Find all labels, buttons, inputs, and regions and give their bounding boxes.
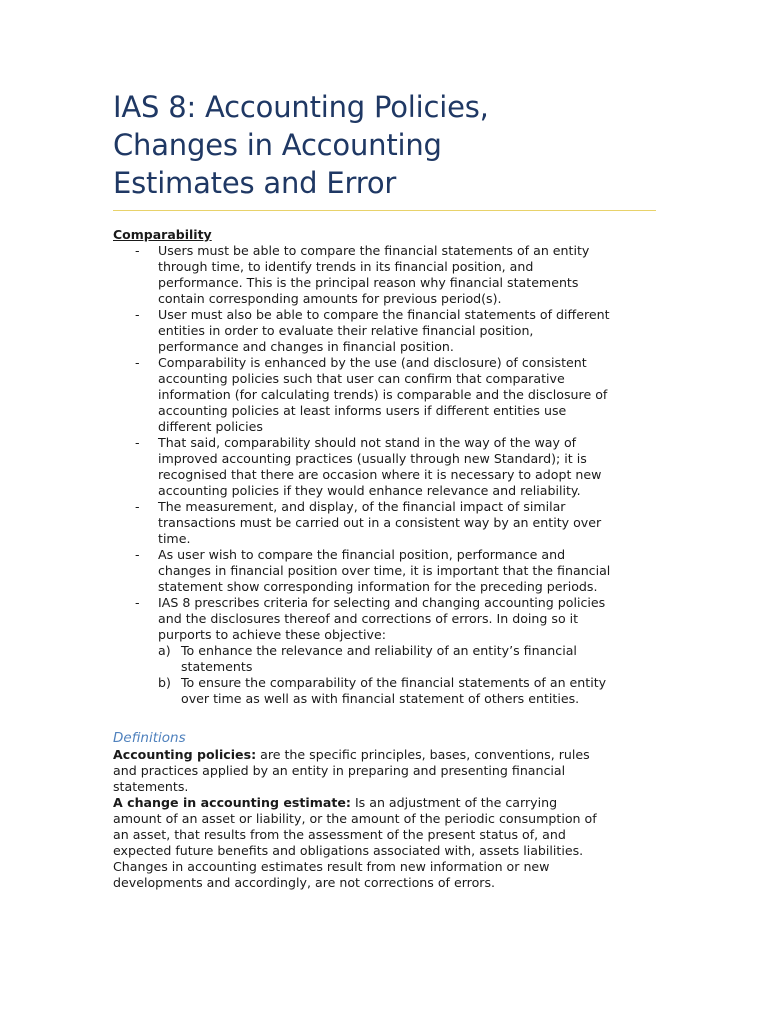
bullet-dash-marker: -: [135, 435, 140, 450]
text-line: accounting policies if they would enhance relevance and reliability.: [158, 483, 581, 498]
bullet-dash-marker: -: [135, 595, 140, 610]
text-line: entities in order to evaluate their relative financial position,: [158, 323, 534, 338]
title-underline-rule: [113, 210, 656, 211]
text-line: over time as well as with financial statement of others entities.: [181, 691, 580, 706]
document-title: [113, 88, 658, 202]
text-line: time.: [158, 531, 191, 546]
text-line: through time, to identify trends in its financial position, and: [158, 259, 534, 274]
text-line: Comparability is enhanced by the use (and disclosure) of consistent: [158, 355, 587, 370]
bullet-text: [158, 595, 658, 643]
text-line: recognised that there are occasion where it is necessary to adopt new: [158, 467, 602, 482]
bullet-text: [158, 435, 658, 499]
text-line: information (for calculating trends) is comparable and the disclosure of: [158, 387, 608, 402]
bullet-item: [113, 547, 658, 595]
text-line: Users must be able to compare the financial statements of an entity: [158, 243, 590, 258]
text-line: User must also be able to compare the financial statements of different: [158, 307, 610, 322]
title-line: IAS 8: Accounting Policies,: [113, 90, 489, 124]
sub-list-item: [158, 643, 658, 675]
definition-text-line: Changes in accounting estimates result from new information or new: [113, 859, 550, 874]
bullet-item: [113, 243, 658, 307]
definition-term: A change in accounting estimate:: [113, 795, 351, 810]
bullet-item: [113, 355, 658, 435]
bullet-text: [158, 307, 658, 355]
bullet-text: [158, 243, 658, 307]
sub-list-text: [181, 675, 658, 707]
text-line: As user wish to compare the financial position, performance and: [158, 547, 566, 562]
sub-list: [158, 643, 658, 707]
text-line: statements: [181, 659, 253, 674]
bullet-text: [158, 355, 658, 435]
bullet-dash-marker: -: [135, 307, 140, 322]
text-line: and the disclosures thereof and corrections of errors. In doing so it: [158, 611, 579, 626]
text-line: contain corresponding amounts for previous period(s).: [158, 291, 502, 306]
text-line: That said, comparability should not stand in the way of the way of: [158, 435, 577, 450]
text-line: To ensure the comparability of the financial statements of an entity: [181, 675, 607, 690]
definition-paragraph: [113, 795, 658, 891]
title-line: Changes in Accounting: [113, 128, 442, 162]
bullet-item: [113, 499, 658, 547]
definitions-block: [113, 747, 658, 891]
text-line: purports to achieve these objective:: [158, 627, 386, 642]
document-page: [113, 88, 658, 891]
title-line: Estimates and Error: [113, 166, 397, 200]
bullet-dash-marker: -: [135, 499, 140, 514]
bullet-dash-marker: -: [135, 355, 140, 370]
text-line: performance. This is the principal reason why financial statements: [158, 275, 579, 290]
text-line: transactions must be carried out in a consistent way by an entity over: [158, 515, 602, 530]
text-line: statement show corresponding information for the preceding periods.: [158, 579, 598, 594]
comparability-bullet-list: [113, 243, 658, 707]
bullet-dash-marker: -: [135, 547, 140, 562]
definitions-heading: Definitions: [113, 730, 186, 746]
bullet-dash-marker: -: [135, 243, 140, 258]
text-line: accounting policies such that user can confirm that comparative: [158, 371, 565, 386]
text-line: performance and changes in financial position.: [158, 339, 454, 354]
definition-text-line: an asset, that results from the assessment of the present status of, and: [113, 827, 566, 842]
sub-list-marker: a): [158, 643, 171, 658]
text-line: The measurement, and display, of the financial impact of similar: [158, 499, 566, 514]
definition-text-line: statements.: [113, 779, 189, 794]
section-heading-comparability: Comparability: [113, 227, 212, 242]
definition-text-line: expected future benefits and obligations associated with, assets liabilities.: [113, 843, 584, 858]
bullet-item: [113, 435, 658, 499]
sub-list-item: [158, 675, 658, 707]
bullet-item: [113, 307, 658, 355]
definition-text-line: and practices applied by an entity in preparing and presenting financial: [113, 763, 566, 778]
definition-text-line: developments and accordingly, are not corrections of errors.: [113, 875, 496, 890]
text-line: IAS 8 prescribes criteria for selecting and changing accounting policies: [158, 595, 606, 610]
definition-term: Accounting policies:: [113, 747, 257, 762]
bullet-item: [113, 595, 658, 707]
sub-list-text: [181, 643, 658, 675]
bullet-text: [158, 499, 658, 547]
text-line: To enhance the relevance and reliability of an entity’s financial: [181, 643, 577, 658]
sub-list-marker: b): [158, 675, 171, 690]
text-line: accounting policies at least informs users if different entities use: [158, 403, 567, 418]
definition-text-line: Is an adjustment of the carrying: [350, 795, 558, 810]
definition-paragraph: [113, 747, 658, 795]
definition-text-line: are the specific principles, bases, conventions, rules: [256, 747, 590, 762]
text-line: changes in financial position over time, it is important that the financial: [158, 563, 611, 578]
text-line: different policies: [158, 419, 263, 434]
text-line: improved accounting practices (usually through new Standard); it is: [158, 451, 587, 466]
bullet-text: [158, 547, 658, 595]
definition-text-line: amount of an asset or liability, or the amount of the periodic consumption of: [113, 811, 597, 826]
